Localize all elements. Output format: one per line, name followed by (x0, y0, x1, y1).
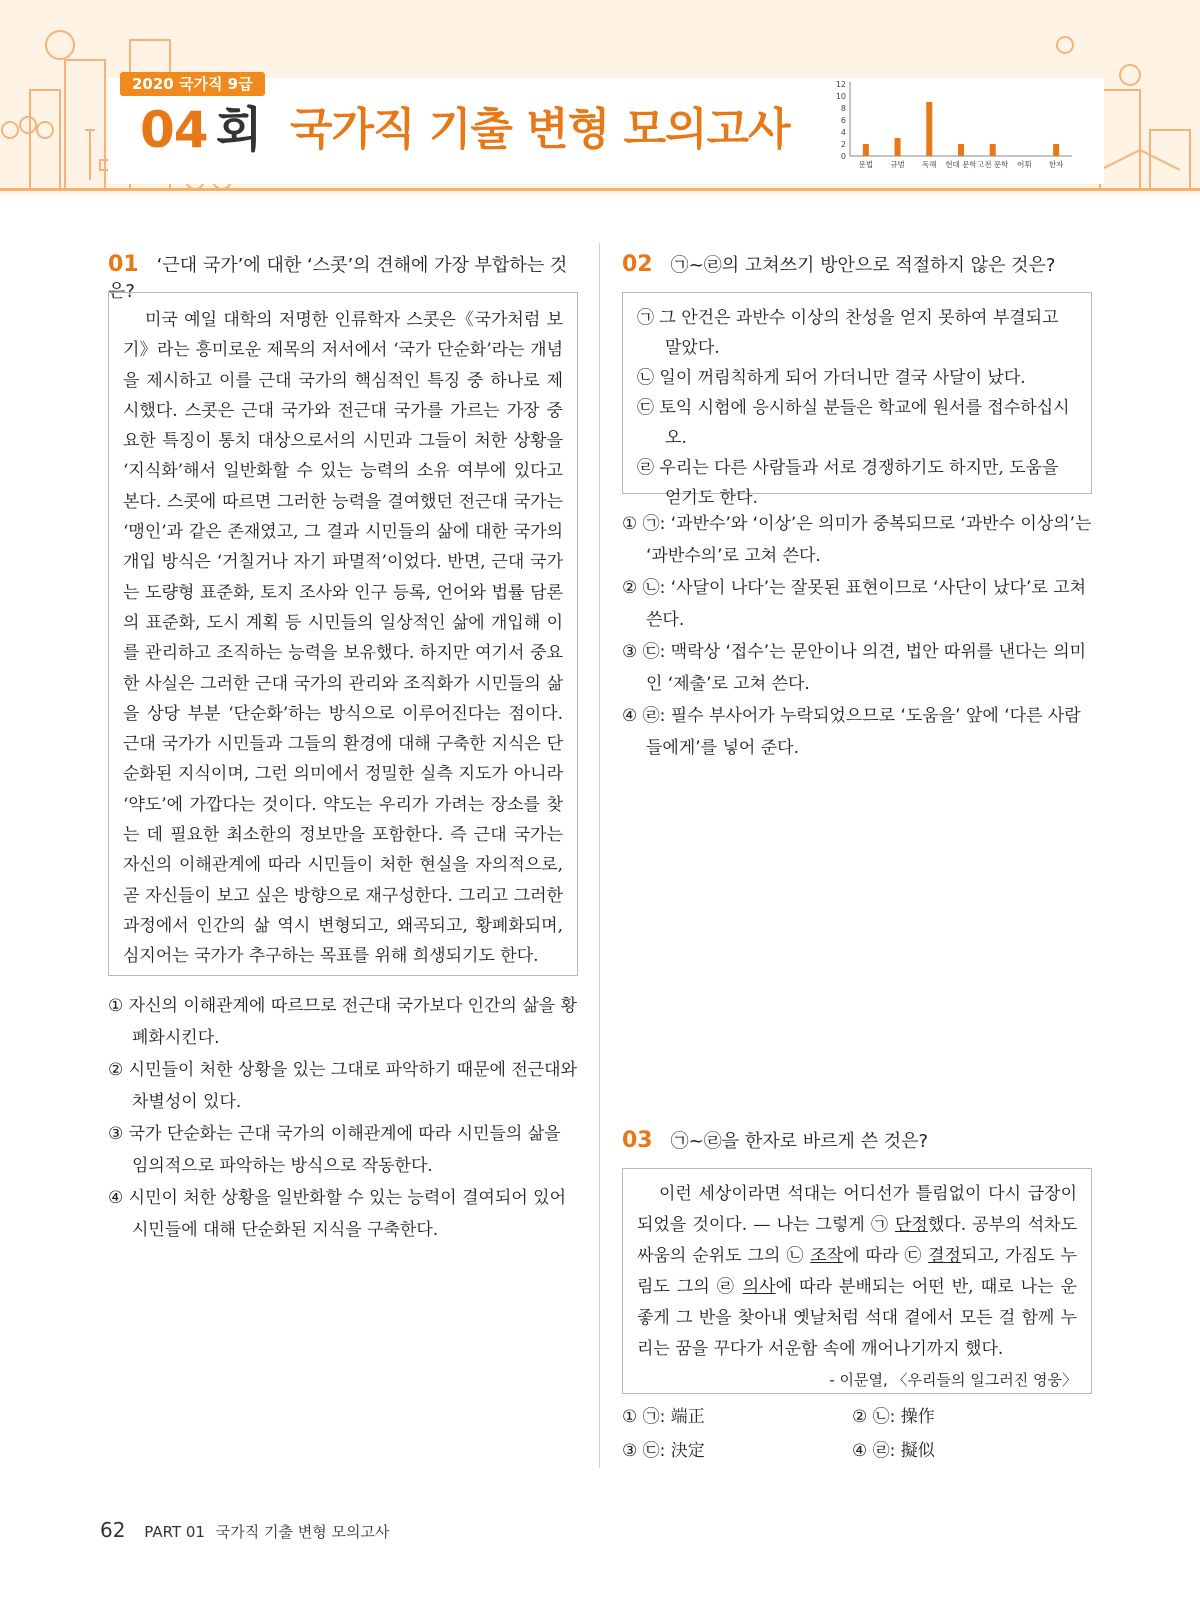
topic-distribution-chart (832, 80, 1082, 180)
item-4: ㉣ 우리는 다른 사람들과 서로 경쟁하기도 하지만, 도움을 얻기도 한다. (637, 458, 1059, 508)
chart-bar (990, 144, 996, 156)
question-number: 01 (108, 252, 139, 277)
passage-segment: 에 따라 ㉢ (843, 1246, 929, 1266)
round-label: 회 (216, 102, 263, 158)
passage-segment: 했다. 공부의 석차도 싸움의 순위도 그의 ㉡ (637, 1215, 1078, 1266)
round-number: 04 (140, 101, 208, 159)
answer-choices (108, 990, 580, 1246)
part-title: 국가직 기출 변형 모의고사 (215, 1523, 390, 1541)
chart-categories (859, 159, 1065, 169)
y-tick-label: 4 (840, 128, 846, 137)
underlined-word: 의사 (742, 1277, 776, 1297)
choice-3[interactable]: ③ ㉢: 決定 (622, 1441, 705, 1461)
choice-1[interactable]: ① ㉠: ‘과반수’와 ‘이상’은 의미가 중복되므로 ‘과반수 이상의’는 ‘과반수의’로 고쳐 쓴다. (622, 514, 1092, 566)
category-label: 문법 (858, 160, 874, 169)
y-tick-label: 8 (840, 104, 846, 113)
chart-bars (863, 102, 1059, 156)
exam-tag: 2020 국가직 9급 (120, 72, 265, 96)
category-label: 고전 문학 (977, 160, 1009, 169)
items-box (622, 292, 1092, 508)
question-02-header (622, 252, 1092, 279)
choice-4[interactable]: ④ ㉣: 필수 부사어가 누락되었으므로 ‘도움을’ 앞에 ‘다른 사람들에게’를 넣어 준다. (622, 706, 1081, 758)
chart-y-ticks (836, 80, 846, 161)
passage-credit: - 이문열, 〈우리들의 일그러진 영웅〉 (829, 1371, 1077, 1389)
category-label: 어휘 (1017, 160, 1032, 169)
choice-2[interactable]: ② ㉡: ‘사달이 나다’는 잘못된 표현이므로 ‘사단이 났다’로 고쳐 쓴다. (622, 578, 1087, 630)
passage-box (108, 292, 578, 976)
passage-text (637, 1179, 1077, 1365)
choice-3[interactable]: ③ 국가 단순화는 근대 국가의 이해관계에 따라 시민들의 삶을 임의적으로 파악하는 방식으로 작동한다. (108, 1124, 561, 1176)
passage-segment: 되고, 가짐도 누림도 그의 ㉣ (637, 1246, 1077, 1297)
question-text: ㉠~㉣의 고쳐쓰기 방안으로 적절하지 않은 것은? (670, 255, 1056, 276)
y-tick-label: 10 (835, 92, 846, 101)
page-number: 62 (100, 1518, 126, 1542)
page-title: 국가직 기출 변형 모의고사 (290, 104, 790, 155)
item-3: ㉢ 토익 시험에 응시하실 분들은 학교에 원서를 접수하십시오. (637, 398, 1070, 448)
question-number: 02 (622, 252, 653, 277)
question-text: ㉠~㉣을 한자로 바르게 쓴 것은? (670, 1131, 929, 1152)
choice-2[interactable]: ② ㉡: 操作 (852, 1407, 935, 1427)
chart-bar (1053, 144, 1059, 156)
chart-bar (863, 144, 869, 156)
y-tick-label: 2 (840, 140, 846, 149)
answer-choices (622, 508, 1094, 764)
choice-3[interactable]: ③ ㉢: 맥락상 ‘접수’는 문안이나 의견, 법안 따위를 낸다는 의미인 ‘제출’로 고쳐 쓴다. (622, 642, 1087, 694)
passage-segment: 에 따라 분배되는 어떤 반, 때로 나는 운 좋게 그 반을 찾아내 옛날처럼 석대 곁에서 모든 걸 함께 누리는 꿈을 꾸다가 서운함 속에 깨어나기까지 했다. (637, 1277, 1078, 1359)
question-number: 03 (622, 1128, 653, 1153)
category-label: 현대 문학 (945, 160, 977, 169)
column-divider (599, 243, 600, 1468)
header-divider (0, 188, 1200, 190)
choice-4[interactable]: ④ ㉣: 擬似 (852, 1441, 935, 1461)
y-tick-label: 12 (835, 80, 846, 89)
choice-4[interactable]: ④ 시민이 처한 상황을 일반화할 수 있는 능력이 결여되어 있어 시민들에 대해 단순화된 지식을 구축한다. (108, 1188, 567, 1240)
question-03-header (622, 1128, 1092, 1155)
passage-segment: 이런 세상이라면 석대는 어디선가 틀림없이 다시 급장이 되었을 것이다. — 나는 그렇게 ㉠ (637, 1184, 1077, 1235)
chart-bar (926, 102, 932, 156)
chart-bar (895, 138, 901, 156)
choice-2[interactable]: ② 시민들이 처한 상황을 있는 그대로 파악하기 때문에 전근대와 차별성이 있다. (108, 1060, 578, 1112)
question-text: ‘근대 국가’에 대한 ‘스콧’의 견해에 가장 부합하는 것은? (108, 255, 568, 302)
category-label: 규범 (890, 160, 905, 169)
page-footer (100, 1518, 389, 1542)
category-label: 독해 (922, 160, 937, 169)
item-2: ㉡ 일이 꺼림칙하게 되어 가더니만 결국 사달이 났다. (637, 368, 1026, 388)
part-label: PART 01 (144, 1523, 205, 1541)
y-tick-label: 0 (840, 152, 846, 161)
item-1: ㉠ 그 안건은 과반수 이상의 찬성을 얻지 못하여 부결되고 말았다. (637, 308, 1059, 358)
underlined-word: 단정 (894, 1215, 928, 1235)
choice-1[interactable]: ① ㉠: 端正 (622, 1407, 705, 1427)
choice-1[interactable]: ① 자신의 이해관계에 따르므로 전근대 국가보다 인간의 삶을 황폐화시킨다. (108, 996, 578, 1048)
y-tick-label: 6 (840, 116, 846, 125)
chart-bar (958, 144, 964, 156)
underlined-word: 조작 (810, 1246, 844, 1266)
category-label: 한자 (1048, 160, 1064, 169)
passage-box (622, 1168, 1092, 1394)
answer-choices (622, 1400, 1082, 1468)
passage-text: 미국 예일 대학의 저명한 인류학자 스콧은《국가처럼 보기》라는 흥미로운 제목의 저서에서 ‘국가 단순화’라는 개념을 제시하고 이를 근대 국가의 핵심적인 특징 중 하나로 제시했다. 스콧은 근대 국가와 전근대 국가를 가르는 가장 중요한 특징이 통치 대상으로서의 시민과 그들이 처한 상황을 ‘지식화’해서 일반화할 수 있는 능력의 소유 여부에 있다고 본다. 스콧에 따르면 그러한 능력을 결여했던 전근대 국가는 ‘맹인’과 같은 존재였고, 그 결과 시민들의 삶에 대한 국가의 개입 방식은 ‘거칠거나 자기 파멸적’이었다. 반면, 근대 국가는 도량형 표준화, 토지 조사와 인구 등록, 언어와 법률 담론의 표준화, 도시 계획 등 시민들의 일상적인 삶에 개입해 이를 관리하고 조직하는 능력을 보유했다. 하지만 여기서 중요한 사실은 그러한 근대 국가의 관리와 조직화가 시민들의 삶을 상당 부분 ‘단순화’하는 방식으로 이루어진다는 점이다. 근대 국가가 시민들과 그들의 환경에 대해 구축한 지식은 단순화된 지식이며, 그런 의미에서 정밀한 실측 지도가 아니라 ‘약도’에 가깝다는 것이다. 약도는 우리가 가려는 장소를 찾는 데 필요한 최소한의 정보만을 포함한다. 즉 근대 국가는 자신의 이해관계에 따라 시민들이 처한 현실을 자의적으로, 곧 자신들이 보고 싶은 방향으로 재구성한다. 그리고 그러한 과정에서 인간의 삶 역시 변형되고, 왜곡되고, 황폐화되며, 심지어는 국가가 추구하는 목표를 위해 희생되기도 한다. (123, 310, 563, 967)
underlined-word: 결정 (928, 1246, 961, 1266)
